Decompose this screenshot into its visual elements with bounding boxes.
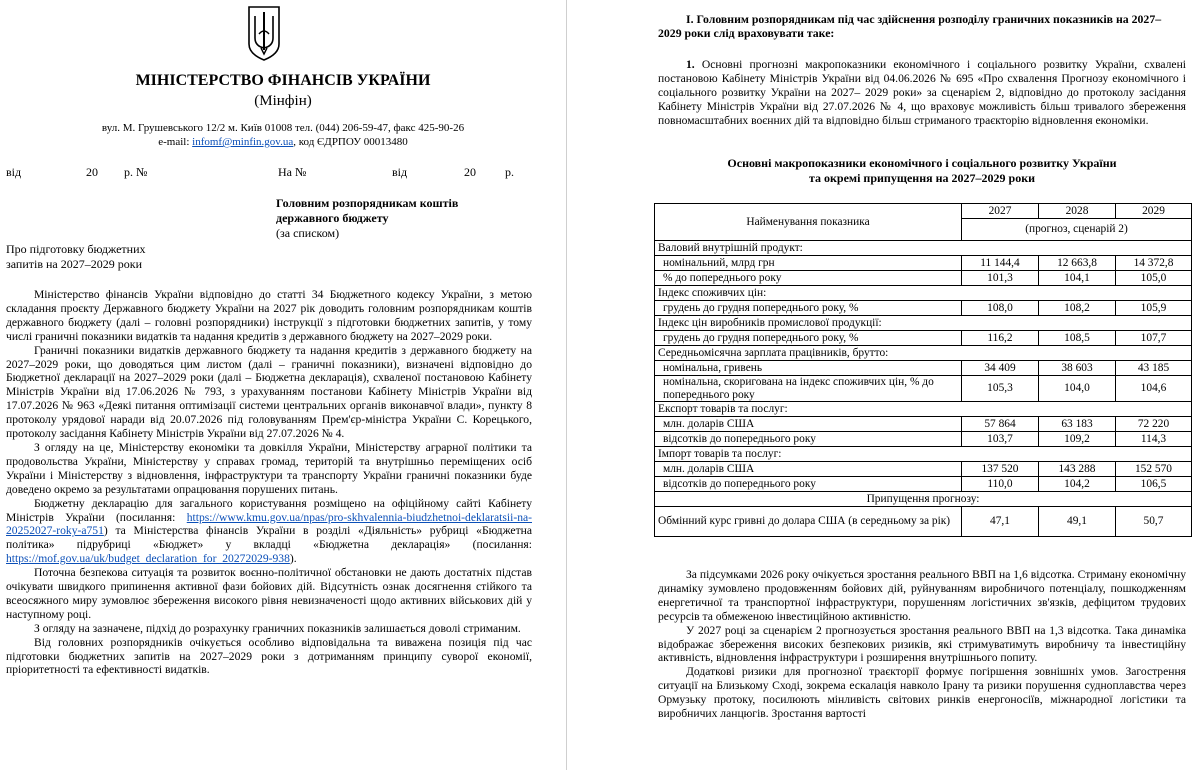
indicator-value: 105,9: [1116, 301, 1192, 316]
paragraph-gdp-2026: За підсумками 2026 року очікується зростання реального ВВП на 1,6 відсотка. Стриману економічну динаміку зумовлено продовженням бойових дій, руйнуванням виробничого потенціалу, пошкодженням енергетичної та транспортної інфраструктури, порушенням логістичних зв'язків, дефіцитом трудових ресурсів та обмеженою інвестиційною активністю.: [658, 568, 1186, 623]
indicator-name: Середньомісячна зарплата працівників, брутто:: [655, 346, 1192, 361]
indicator-value: 105,0: [1116, 271, 1192, 286]
item-1-block: [658, 58, 1186, 128]
indicator-value: 108,0: [962, 301, 1039, 316]
left-page: [0, 0, 566, 770]
indicator-name: Обмінний курс гривні до долара США (в середньому за рік): [655, 507, 962, 537]
table-row: [655, 447, 1192, 462]
indicator-name: номінальний, млрд грн: [655, 256, 962, 271]
table-row: [655, 271, 1192, 286]
recipient-block: [276, 196, 526, 241]
email-label: e-mail:: [158, 136, 193, 148]
paragraph-7: Від головних розпорядників очікується особливо відповідальна та виважена позиція під час підготовки бюджетних запитів на 2027–2029 роки з дотриманням принципу суворої економії, пріоритетності та ефективності видатків.: [6, 635, 532, 677]
indicator-value: 34 409: [962, 361, 1039, 376]
ref-incoming-number-label: На №: [278, 165, 307, 179]
indicator-value: 57 864: [962, 417, 1039, 432]
indicator-value: 104,0: [1039, 376, 1116, 402]
item-1-text: Основні прогнозні макропоказники економічного і соціального розвитку України, схвалені постановою Кабінету Міністрів України від 04.06.2026 № 695 «Про схвалення Прогнозу економічного і соціального розвитку України на 2027– 2029 роки» за сценарієм 2, відповідно до протоколу засідання Кабінету Міністрів України від 27.07.2026 № 4, що враховує можливість більш тривалого збереження повномасштабних воєнних дій та відповідно більш стриманого траєкторію відновлення економіки.: [658, 58, 1186, 127]
ministry-name: МІНІСТЕРСТВО ФІНАНСІВ УКРАЇНИ: [135, 72, 431, 89]
ministry-short-name: (Мінфін): [254, 93, 312, 109]
ref-vid: від: [6, 165, 22, 179]
subject-block: [6, 242, 206, 272]
indicator-value: 116,2: [962, 331, 1039, 346]
indicator-name: номінальна, гривень: [655, 361, 962, 376]
ministry-address: вул. М. Грушевського 12/2 м. Київ 01008 тел. (044) 206-59-47, факс 425-90-26: [101, 122, 465, 134]
table-row: [655, 256, 1192, 271]
recipient-line-3: (за списком): [276, 226, 340, 240]
table-row: [655, 346, 1192, 361]
indicator-value: 43 185: [1116, 361, 1192, 376]
indicator-value: 63 183: [1039, 417, 1116, 432]
body-after-table: [658, 568, 1186, 721]
table-row: [655, 477, 1192, 492]
section-heading: І. Головним розпорядникам під час здійснення розподілу граничних показників на 2027–2029 роки слід враховувати таке:: [658, 12, 1162, 40]
table-title-line-1: Основні макропоказники економічного і соціального розвитку України: [727, 156, 1117, 170]
ref-incoming-r: р.: [505, 165, 514, 179]
indicator-value: 101,3: [962, 271, 1039, 286]
subject-line-1: Про підготовку бюджетних: [6, 242, 146, 256]
indicator-value: 103,7: [962, 432, 1039, 447]
table-row: [655, 507, 1192, 537]
table-row: [655, 241, 1192, 256]
table-row: [655, 402, 1192, 417]
table-header-year: 2028: [1039, 204, 1116, 219]
table-header-year: 2029: [1116, 204, 1192, 219]
indicator-name: грудень до грудня попереднього року, %: [655, 301, 962, 316]
email-link[interactable]: infomf@minfin.gov.ua: [192, 136, 294, 148]
item-1-paragraph: [658, 58, 1186, 128]
indicator-value: 49,1: [1039, 507, 1116, 537]
mof-declaration-link[interactable]: https://mof.gov.ua/uk/budget_declaration_for_20272029-938: [6, 552, 290, 566]
indicator-value: 105,3: [962, 376, 1039, 402]
table-row: [655, 492, 1192, 507]
indicator-name: млн. доларів США: [655, 417, 962, 432]
indicator-value: 107,7: [1116, 331, 1192, 346]
indicator-value: 108,5: [1039, 331, 1116, 346]
indicator-value: 12 663,8: [1039, 256, 1116, 271]
indicator-name: грудень до грудня попереднього року, %: [655, 331, 962, 346]
paragraph-2: Граничні показники видатків державного бюджету та надання кредитів з державного бюджету на 2027–2029 роки, що доводяться цим листом (далі – граничні показники), визначені відповідно до Бюджетної декларації на 2027–2029 роки (далі – Бюджетна декларація), схваленої постановою Кабінету Міністрів України від 17.06.2026 № 793, з урахуванням постанови Кабінету Міністрів України від 17.07.2026 № 963 «Деякі питання оптимізації системи центральних органів виконавчої влади», пункту 8 протоколу урядової наради від 20.07.2026 під головуванням Прем'єр-міністра України С. Корецького, протоколу засідання Кабінету Міністрів України від 27.07.2026 № 4.: [6, 343, 532, 441]
indicator-value: 38 603: [1039, 361, 1116, 376]
indicator-name: відсотків до попереднього року: [655, 432, 962, 447]
ref-incoming-vid: від: [392, 165, 408, 179]
recipient-line-1: Головним розпорядникам коштів: [276, 196, 459, 210]
indicator-value: 72 220: [1116, 417, 1192, 432]
table-row: [655, 432, 1192, 447]
paragraph-6: З огляду на зазначене, підхід до розрахунку граничних показників залишається доволі стриманим.: [34, 621, 521, 635]
paragraph-risks: Додаткові ризики для прогнозної траєкторії формує погіршення зовнішніх умов. Загострення ситуації на Близькому Сході, зокрема ескалація навколо Ірану та ризики порушення судноплавства через Ормузьку протоку, посилюють мінливість світових ринків енергоносіїв, міжнародної логістики та виробничих ланцюгів. Зростання вартості: [658, 665, 1186, 721]
paragraph-1: Міністерство фінансів України відповідно до статті 34 Бюджетного кодексу України, з метою складання проєкту Державного бюджету України на 2027 рік доводить головним розпорядникам коштів державного бюджету (далі – головні розпорядники) інструкції з підготовки бюджетних запитів, у тому числі граничні показники видатків та надання кредитів з державного бюджету на 2027–2029 роки.: [6, 288, 532, 343]
table-row: [655, 376, 1192, 402]
indicator-name: % до попереднього року: [655, 271, 962, 286]
indicator-value: 104,1: [1039, 271, 1116, 286]
indicator-value: 143 288: [1039, 462, 1116, 477]
table-subheader: (прогноз, сценарій 2): [962, 219, 1192, 241]
subject-line-2: запитів на 2027–2029 роки: [6, 257, 142, 271]
indicator-value: 50,7: [1116, 507, 1192, 537]
table-row: [655, 361, 1192, 376]
indicator-name: млн. доларів США: [655, 462, 962, 477]
table-row: [655, 301, 1192, 316]
item-1-number: 1.: [686, 58, 695, 71]
indicator-value: 106,5: [1116, 477, 1192, 492]
paragraph-4-text-b: ) та Міністерства фінансів України в розділі «Діяльність» рубриці «Бюджетна політика» підрубриці «Бюджет» у вкладці «Бюджетна декларація» (посилання:: [6, 524, 532, 552]
indicator-value: 137 520: [962, 462, 1039, 477]
table-row: [655, 331, 1192, 346]
indicator-name: Імпорт товарів та послуг:: [655, 447, 1192, 462]
indicator-value: 110,0: [962, 477, 1039, 492]
ref-incoming-year: 20: [464, 165, 476, 179]
letter-body: [6, 288, 532, 677]
ministry-contacts: [0, 135, 566, 149]
indicator-value: 109,2: [1039, 432, 1116, 447]
indicator-value: 104,6: [1116, 376, 1192, 402]
paragraph-gdp-2027: У 2027 році за сценарієм 2 прогнозується зростання реального ВВП на 1,3 відсотка. Така динаміка відображає збереження високих безпекових ризиків, які стримуватимуть виробничу та інвестиційну активність, відновлення інфраструктури і розширення внутрішнього попиту.: [658, 623, 1186, 665]
table-row: [655, 286, 1192, 301]
table-header-year: 2027: [962, 204, 1039, 219]
indicator-value: 11 144,4: [962, 256, 1039, 271]
recipient-line-2: державного бюджету: [276, 211, 389, 225]
indicator-value: 104,2: [1039, 477, 1116, 492]
indicator-value: 152 570: [1116, 462, 1192, 477]
ref-number-label: р. №: [124, 165, 148, 179]
right-page: [568, 0, 1200, 770]
trident-emblem-icon: [245, 4, 283, 62]
table-header-row: [655, 204, 1192, 219]
table-title-line-2: та окремі припущення на 2027–2029 роки: [808, 171, 1036, 185]
paragraph-4: [6, 497, 532, 567]
paragraph-5: Поточна безпекова ситуація та розвиток воєнно-політичної обстановки не дають достатніх підстав очікувати швидкого припинення активної фази бойових дій. Відсутність ознак досягнення стійкого та всеосяжного миру зумовлює збереження високого рівня невизначеності щодо активних військових дій у наступному році.: [6, 566, 532, 621]
indicator-value: 114,3: [1116, 432, 1192, 447]
table-title: [658, 156, 1186, 186]
paragraph-3: З огляду на це, Міністерству економіки та довкілля України, Міністерству аграрної політики та продовольства України, Міністерству у справах громад, територій та внутрішньо переміщених осіб України і Міністерству з відновлення, інфраструктури та транспорту України граничні показники буде доведено окремо за результатами опрацювання порушених питань.: [6, 440, 532, 496]
indicator-name: номінальна, скоригована на індекс споживчих цін, % до попереднього року: [655, 376, 962, 402]
paragraph-4-text-c: ).: [289, 552, 297, 566]
table-row: [655, 462, 1192, 477]
indicator-value: 108,2: [1039, 301, 1116, 316]
indicator-value: 14 372,8: [1116, 256, 1192, 271]
table-row: [655, 316, 1192, 331]
paragraph-4-text-a: Бюджетну декларацію для загального користування розміщено на офіційному сайті Кабінету Міністрів України (посилання:: [6, 496, 532, 524]
indicator-name: Індекс цін виробників промислової продукції:: [655, 316, 1192, 331]
indicator-name: Припущення прогнозу:: [655, 492, 1192, 507]
indicator-name: Валовий внутрішній продукт:: [655, 241, 1192, 256]
indicator-name: Експорт товарів та послуг:: [655, 402, 1192, 417]
edrpou-code: , код ЄДРПОУ 00013480: [293, 136, 408, 148]
kmu-declaration-link[interactable]: https://www.kmu.gov.ua/npas/pro-skhvalennia-biudzhetnoi-deklaratsii-na-20252027-roky-a751: [6, 510, 532, 538]
macro-indicators-table: [654, 203, 1192, 537]
page-divider: [566, 0, 567, 770]
indicator-value: 47,1: [962, 507, 1039, 537]
ref-year: 20: [86, 165, 98, 179]
table-row: [655, 417, 1192, 432]
indicator-name: відсотків до попереднього року: [655, 477, 962, 492]
indicator-name: Індекс споживчих цін:: [655, 286, 1192, 301]
table-header-name: Найменування показника: [655, 204, 962, 241]
